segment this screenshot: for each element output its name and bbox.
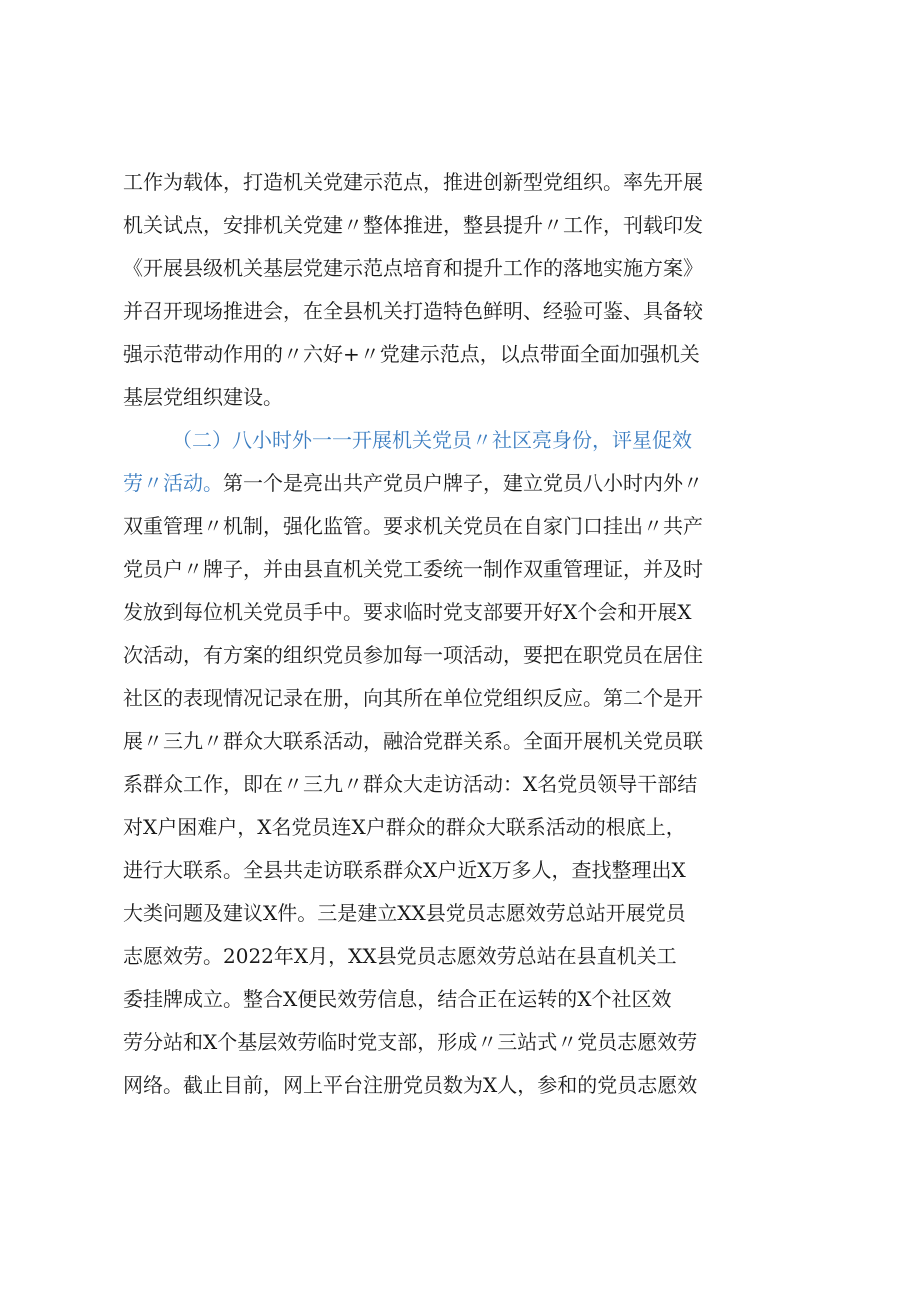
- paragraph-2-line-1-text: 第一个是亮出共产党员户牌子，建立党员八小时内外〃: [223, 471, 703, 495]
- section-heading: （二）八小时外一一开展机关党员〃社区亮身份，评星促效: [172, 428, 692, 452]
- paragraph-1-line-2: 机关试点，安排机关党建〃整体推进，整县提升〃工作，刊载印发: [123, 213, 703, 237]
- paragraph-2-line-15: 网络。截止目前，网上平台注册党员数为X人，参和的党员志愿效: [123, 1073, 698, 1097]
- paragraph-1-line-6: 基层党组织建设。: [123, 385, 283, 409]
- paragraph-2-line-4: 发放到每位机关党员手中。要求临时党支部要开好X个会和开展X: [123, 600, 692, 624]
- paragraph-1-line-4: 并召开现场推进会，在全县机关打造特色鲜明、经验可鉴、具备较: [123, 299, 703, 323]
- paragraph-2-line-11: 大类问题及建议X件。三是建立XX县党员志愿效劳总站开展党员: [123, 901, 686, 925]
- paragraph-2-line-1: [123, 466, 803, 500]
- section-heading-continuation: 劳〃活动。: [123, 471, 223, 495]
- paragraph-1-line-5: 强示范带动作用的〃六好+〃党建示范点，以点带面全面加强机关: [123, 342, 700, 366]
- paragraph-2-line-10: 进行大联系。全县共走访联系群众X户近X万多人，查找整理出X: [123, 858, 686, 882]
- paragraph-1-line-3: 《开展县级机关基层党建示范点培育和提升工作的落地实施方案》: [123, 256, 703, 280]
- paragraph-2-line-8: 系群众工作，即在〃三九〃群众大走访活动：X名党员领导干部结: [123, 772, 698, 796]
- paragraph-2-line-14: 劳分站和X个基层效劳临时党支部，形成〃三站式〃党员志愿效劳: [123, 1030, 698, 1054]
- paragraph-2-line-9: 对X户困难户，X名党员连X户群众的群众大联系活动的根底上，: [123, 815, 686, 839]
- paragraph-2-line-12: 志愿效劳。2022年X月，XX县党员志愿效劳总站在县直机关工: [123, 944, 677, 968]
- paragraph-2-line-3: 党员户〃牌子，并由县直机关党工委统一制作双重管理证，并及时: [123, 557, 703, 581]
- paragraph-2-line-7: 展〃三九〃群众大联系活动，融洽党群关系。全面开展机关党员联: [123, 729, 703, 753]
- paragraph-2-line-13: 委挂牌成立。整合X便民效劳信息，结合正在运转的X个社区效: [123, 987, 672, 1011]
- paragraph-2-line-5: 次活动，有方案的组织党员参加每一项活动，要把在职党员在居住: [123, 643, 703, 667]
- paragraph-2-line-6: 社区的表现情况记录在册，向其所在单位党组织反应。第二个是开: [123, 686, 703, 710]
- paragraph-2-line-2: 双重管理〃机制，强化监管。要求机关党员在自家门口挂出〃共产: [123, 514, 703, 538]
- paragraph-1-line-1: 工作为载体，打造机关党建示范点，推进创新型党组织。率先开展: [123, 170, 703, 194]
